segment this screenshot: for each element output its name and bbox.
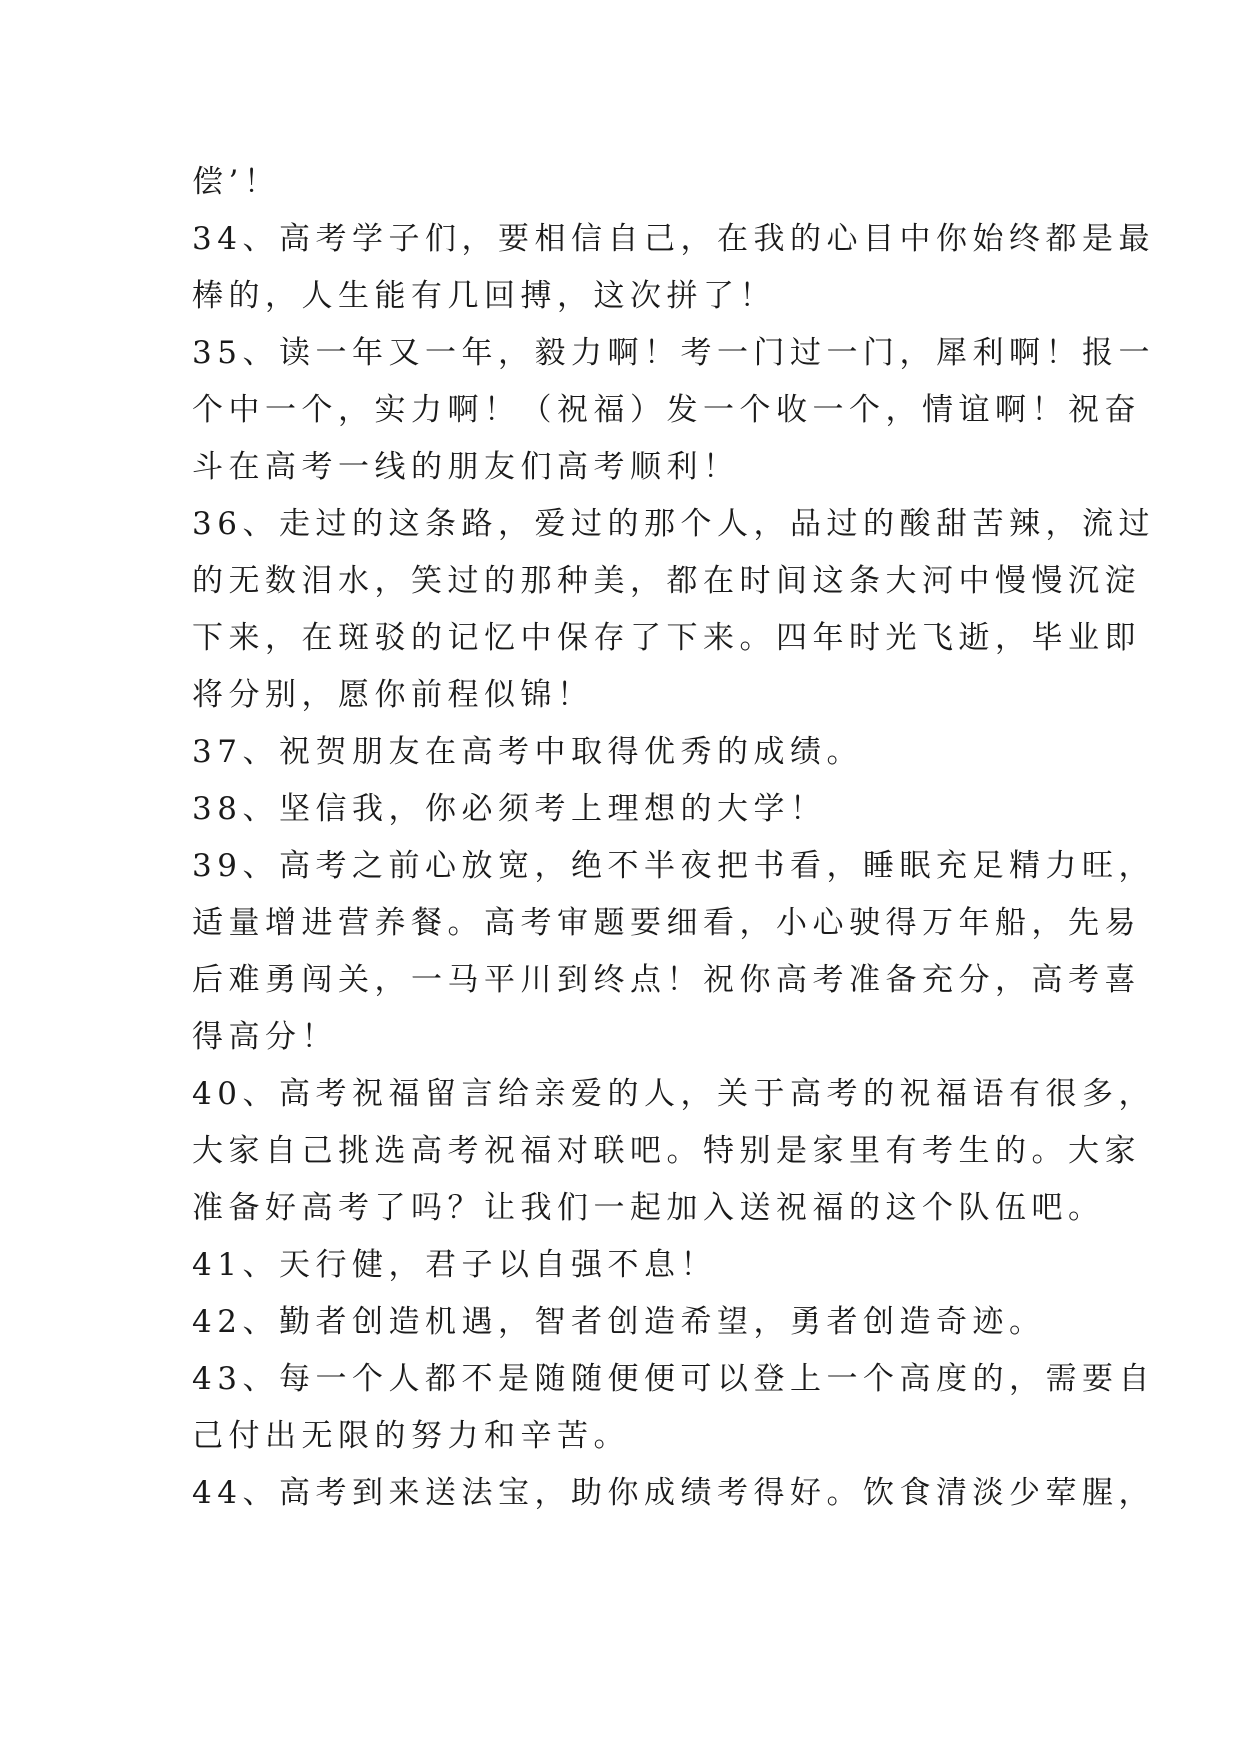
text-line: 41、天行健，君子以自强不息！ [192, 1247, 717, 1283]
text-line: 42、勤者创造机遇，智者创造希望，勇者创造奇迹。 [192, 1304, 1046, 1340]
text-line: 34、高考学子们，要相信自己，在我的心目中你始终都是最 [192, 221, 1155, 257]
text-line: 得高分！ [192, 1019, 338, 1055]
text-line: 棒的，人生能有几回搏，这次拼了！ [192, 278, 776, 314]
text-line: 43、每一个人都不是随随便便可以登上一个高度的，需要自 [192, 1361, 1155, 1397]
text-line: 大家自己挑选高考祝福对联吧。特别是家里有考生的。大家 [192, 1133, 1141, 1169]
text-line: 后难勇闯关，一马平川到终点！祝你高考准备充分，高考喜 [192, 962, 1141, 998]
text-line: 的无数泪水，笑过的那种美，都在时间这条大河中慢慢沉淀 [192, 563, 1141, 599]
text-line: 44、高考到来送法宝，助你成绩考得好。饮食清淡少荤腥， [192, 1475, 1155, 1511]
text-line: 准备好高考了吗？让我们一起加入送祝福的这个队伍吧。 [192, 1190, 1105, 1226]
text-line: 将分别，愿你前程似锦！ [192, 677, 594, 713]
text-line: 40、高考祝福留言给亲爱的人，关于高考的祝福语有很多， [192, 1076, 1155, 1112]
text-line: 36、走过的这条路，爱过的那个人，品过的酸甜苦辣，流过 [192, 506, 1155, 542]
text-line: 下来，在斑驳的记忆中保存了下来。四年时光飞逝，毕业即 [192, 620, 1141, 656]
text-line: 38、坚信我，你必须考上理想的大学！ [192, 791, 827, 827]
text-line: 斗在高考一线的朋友们高考顺利！ [192, 449, 740, 485]
document-body [192, 154, 1155, 1522]
text-line: 适量增进营养餐。高考审题要细看，小心驶得万年船，先易 [192, 905, 1141, 941]
text-line: 个中一个，实力啊！（祝福）发一个收一个，情谊啊！祝奋 [192, 392, 1141, 428]
text-line: 己付出无限的努力和辛苦。 [192, 1418, 630, 1454]
text-line: 39、高考之前心放宽，绝不半夜把书看，睡眠充足精力旺， [192, 848, 1155, 884]
text-line: 偿’！ [192, 164, 281, 200]
text-line: 35、读一年又一年，毅力啊！考一门过一门，犀利啊！报一 [192, 335, 1155, 371]
text-line: 37、祝贺朋友在高考中取得优秀的成绩。 [192, 734, 863, 770]
